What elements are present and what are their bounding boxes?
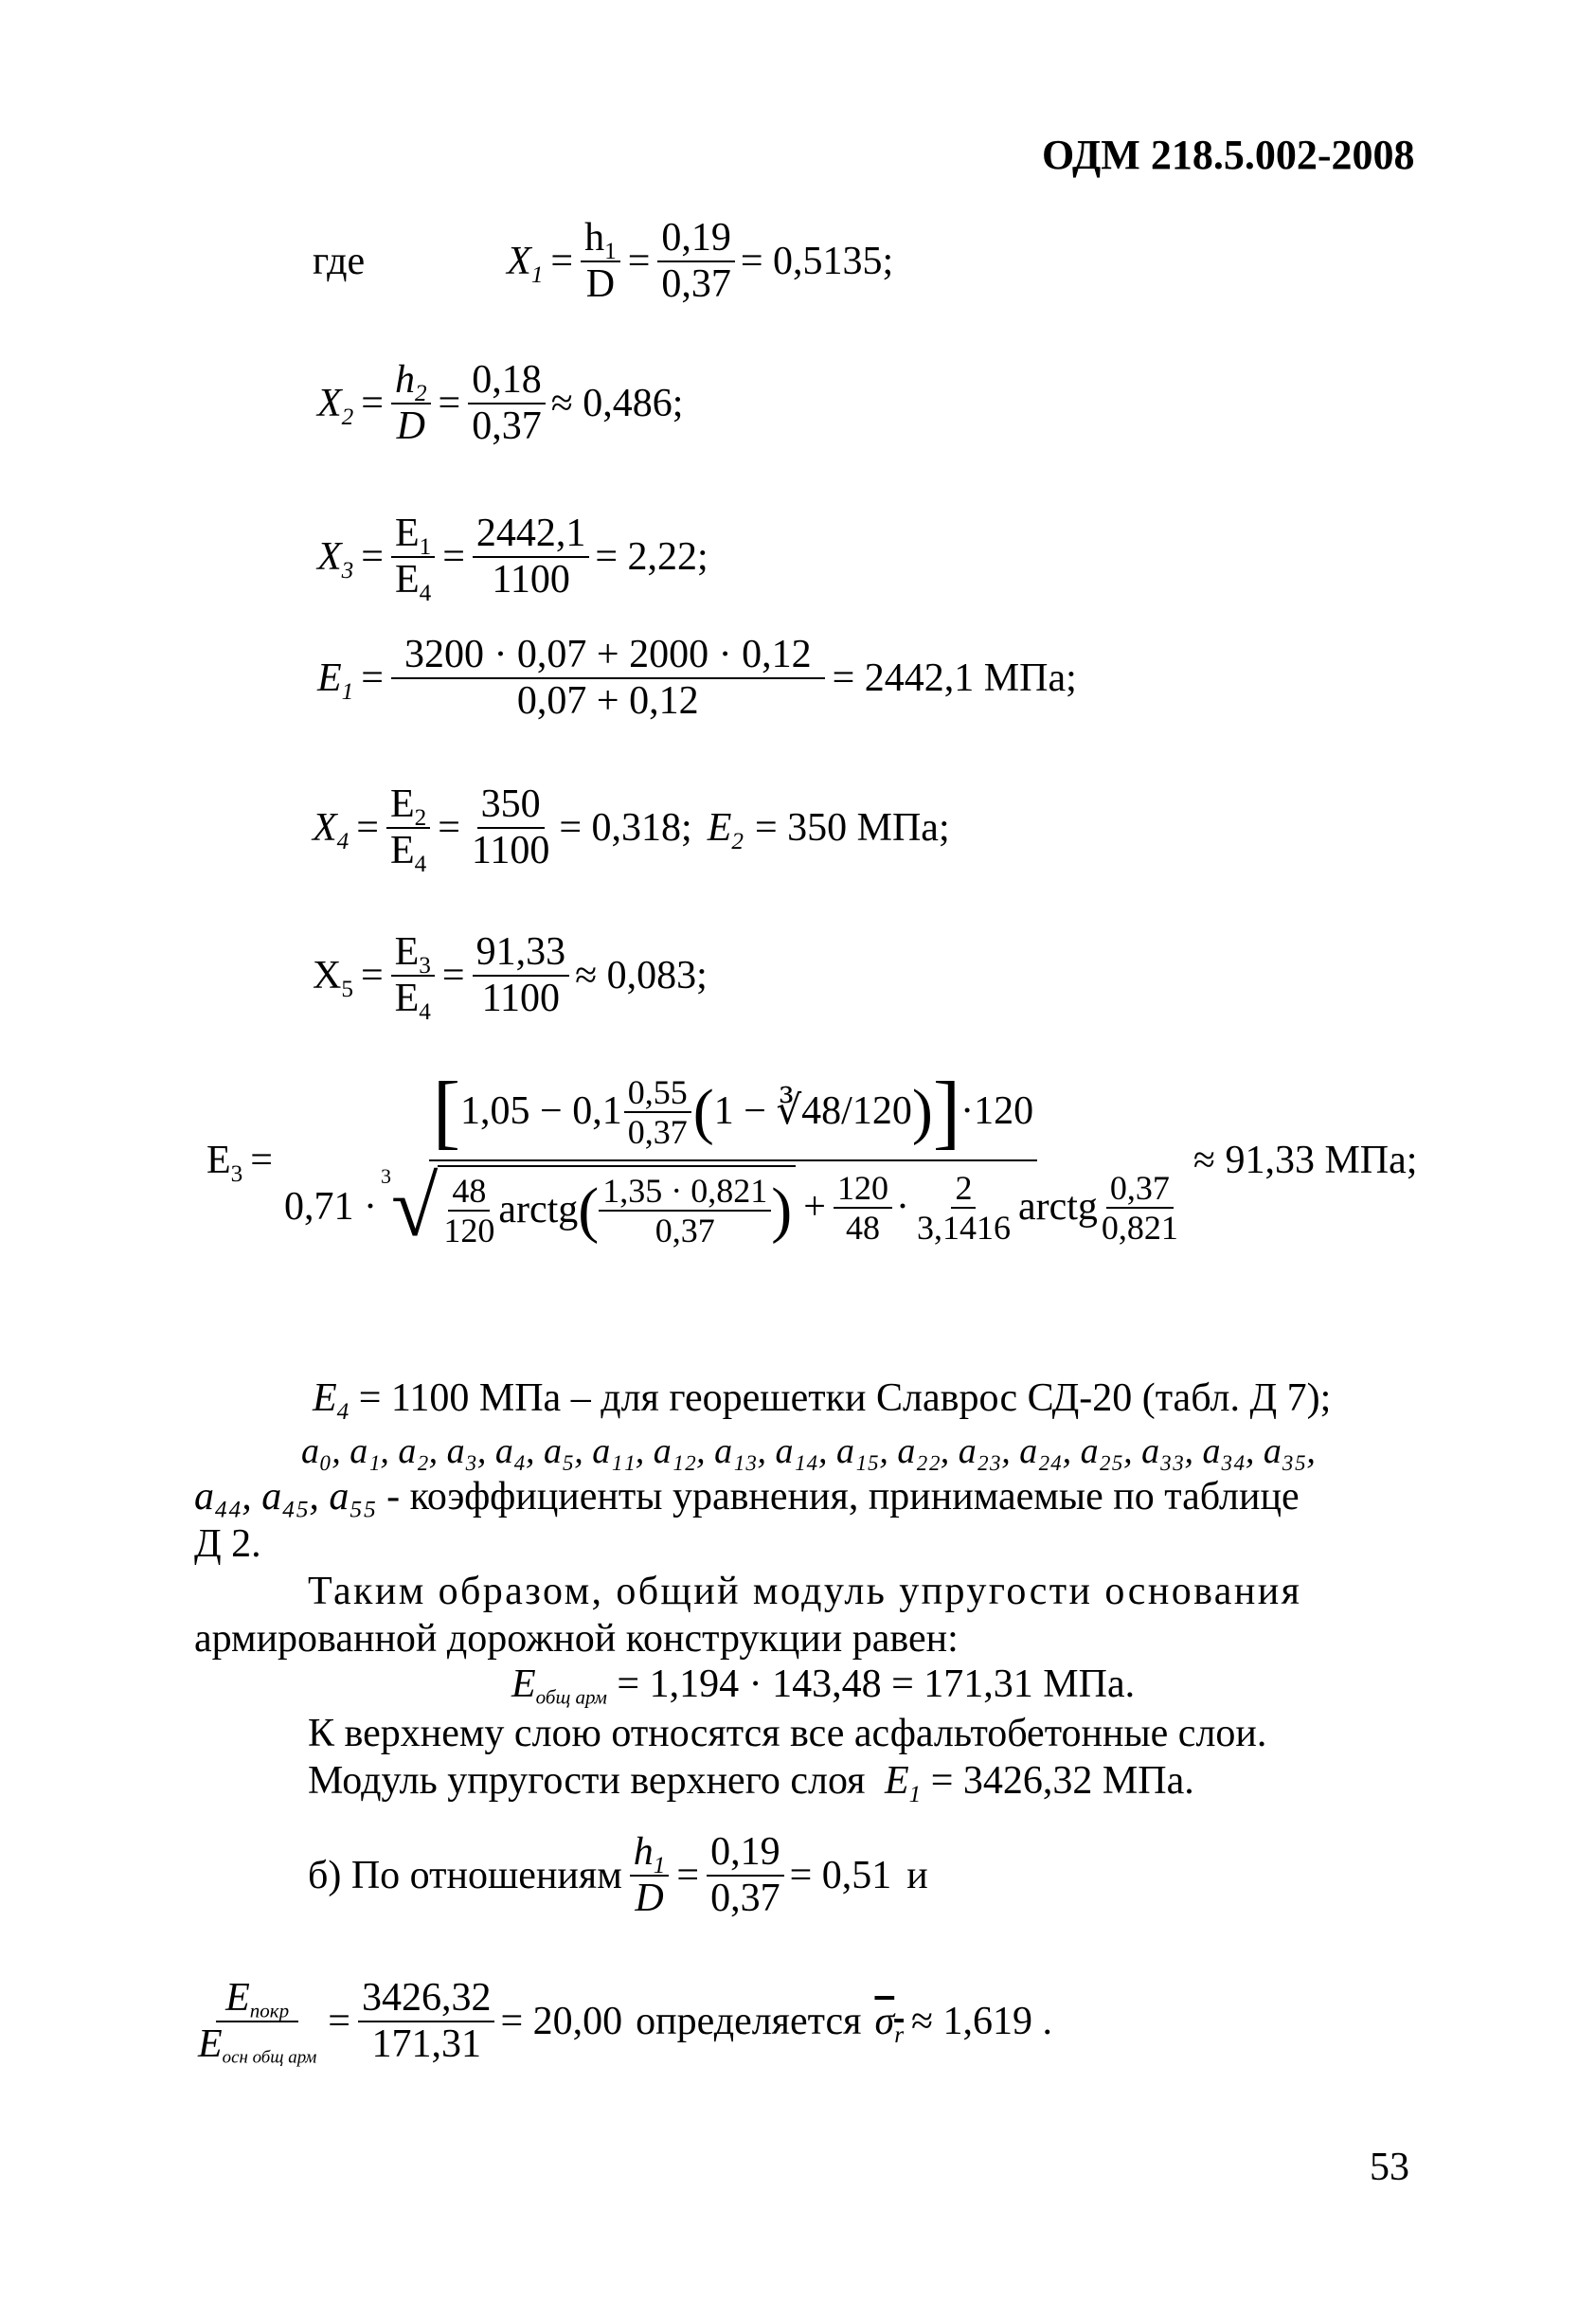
x2-result: ≈ 0,486; <box>550 382 684 426</box>
fraction: $\frac{1,35 \cdot 0,821}{0,37}$ <box>599 1172 771 1250</box>
e3-numerator: [ 1,05 − 0,1 $\frac{0,55}{0,37}$ ( 1 − ∛48/120 ) ] ·120 <box>429 1070 1037 1161</box>
e2-lhs: $E_2$ <box>707 806 744 854</box>
x3-lhs: $X_3$ <box>317 535 354 584</box>
formula-x3: $X_3$ = $\frac{E_1}{E_4}$ = $\frac{2442,1}{1100}$ = 2,22; <box>317 512 708 606</box>
formula-e1: $E_1$ = $\frac{3200 \cdot 0,07 + 2000 \cdot 0,12}{0,07 + 0,12}$ = 2442,1 МПа; <box>317 633 1077 724</box>
x2-lhs: $X_2$ <box>317 382 354 430</box>
fraction: $\frac{h_1}{D}$ <box>581 216 620 307</box>
paragraph-line-2: армированной дорожной конструкции равен: <box>194 1617 959 1661</box>
document-code: ОДМ 218.5.002-2008 <box>1042 132 1415 178</box>
fraction: $\frac{E_1}{E_4}$ <box>391 512 435 602</box>
x3-result: = 2,22; <box>595 535 708 580</box>
x1-lhs: $X_1$ <box>507 240 544 288</box>
fraction: $\frac{350}{1100}$ <box>471 782 550 873</box>
modulus-line: Модуль упругости верхнего слоя $E_1 = 3426,32$ МПа. <box>308 1759 1194 1807</box>
e2-value: = 350 МПа; <box>754 806 950 851</box>
x1-result: = 0,5135; <box>740 240 894 284</box>
fraction: $\frac{0,55}{0,37}$ <box>624 1073 691 1152</box>
fraction: $\frac{h_2}{D}$ <box>391 358 431 449</box>
coef-line-2: a₄₄, a₄₅, a₅₅ - коэффициенты уравнения, принимаемые по таблице <box>194 1475 1300 1518</box>
e4-line: $E_4 = 1100$ МПа – для георешетки Славрос СД-20 (табл. Д 7); <box>313 1376 1332 1425</box>
modulus-lhs: $E_1$ <box>885 1759 922 1807</box>
final-ratio-formula: $\frac{E_{покр}}{E_{осн общ арм}}$ = $\frac{3426,32}{171,31}$ = 20,00 определяется $\sigma_r$ ≈ 1,619 . <box>194 1976 1052 2067</box>
coef-line-3: Д 2. <box>194 1522 261 1566</box>
fraction: $\frac{E_3}{E_4}$ <box>391 930 435 1021</box>
e1-lhs: $E_1$ <box>317 656 354 705</box>
fraction: $\frac{2}{3,1416}$ <box>916 1168 1011 1247</box>
x4-lhs: $X_4$ <box>313 806 350 854</box>
top-layer-line: К верхнему слою относятся все асфальтобетонные слои. <box>308 1712 1267 1755</box>
fraction: $\frac{h_1}{D}$ <box>630 1830 670 1921</box>
fraction: $\frac{3426,32}{171,31}$ <box>358 1976 495 2067</box>
formula-x4: $X_4$ = $\frac{E_2}{E_4}$ = $\frac{350}{1100}$ = 0,318; $E_2$ = 350 МПа; <box>313 782 950 877</box>
eobsh-lhs: $E_{общ арм}$ <box>511 1662 607 1709</box>
coef-vars: a₄₄, a₄₅, a₅₅ <box>194 1475 377 1518</box>
fraction: $\frac{120}{48}$ <box>834 1169 892 1248</box>
cube-root: 3 √ $\frac{48}{120}$ arctg ( $\frac{1,35 \cdot 0,821}{0,37}$ ) <box>381 1165 796 1250</box>
x5-result: ≈ 0,083; <box>575 954 708 998</box>
e3-main-fraction <box>280 1066 1186 1254</box>
page-number: 53 <box>1370 2146 1409 2189</box>
fraction: $\frac{91,33}{1100}$ <box>473 930 570 1021</box>
sigma-symbol: $\sigma_r$ <box>874 2000 904 2048</box>
formula-x5: $X_5$ = $\frac{E_3}{E_4}$ = $\frac{91,33}{1100}$ ≈ 0,083; <box>313 930 708 1025</box>
e4-lhs: $E_4$ <box>313 1376 350 1425</box>
e3-denominator: 0,71 · 3 √ $\frac{48}{120}$ arctg ( $\frac{1,35 \cdot 0,821}{0,37}$ ) + $\frac{120}{48}$ · $\frac{2}{3,1416}$ arctg $\frac{0,37}{0,821}$ <box>280 1161 1186 1250</box>
e3-result: ≈ 91,33 МПа; <box>1193 1139 1418 1182</box>
e3-lhs: $E_3$ <box>206 1139 243 1187</box>
e-obsh-formula: $E_{общ арм} = 1,194 \cdot 143,48 = 171,31$ МПа. <box>511 1662 1136 1709</box>
formula-e3: $E_3$ = [ 1,05 − 0,1 $\frac{0,55}{0,37}$ ( 1 − ∛48/120 ) ] ·120 0,71 · 3 √ $\frac{48}{120}$ arctg ( $\frac{1,35 \cdot 0,821}{0,37}$ ) + $\frac{120}{48}$ · $\frac{2}{3,1416}$ arctg $\frac{0,37}{0,821}$ ≈ 91,33 МПа; <box>206 1066 1418 1254</box>
fraction: $\frac{2442,1}{1100}$ <box>473 512 590 602</box>
x5-lhs: $X_5$ <box>313 954 353 1002</box>
intro-word: где <box>313 240 366 284</box>
coef-line-1: a₀, a₁, a₂, a₃, a₄, a₅, a₁₁, a₁₂, a₁₃, a₁₄, a₁₅, a₂₂, a₂₃, a₂₄, a₂₅, a₃₃, a₃₄, a₃₅, <box>301 1431 1316 1471</box>
fraction: $\frac{48}{120}$ <box>443 1171 495 1249</box>
fraction: $\frac{0,18}{0,37}$ <box>468 358 546 449</box>
fraction: $\frac{0,37}{0,821}$ <box>1101 1168 1178 1247</box>
e1-result: = 2442,1 МПа; <box>832 656 1077 701</box>
fraction: $\frac{E_2}{E_4}$ <box>386 782 430 873</box>
ratio-line: б) По отношениям $\frac{h_1}{D}$ = $\frac{0,19}{0,37}$ = 0,51 и <box>308 1830 928 1921</box>
formula-x2: $X_2$ = $\frac{h_2}{D}$ = $\frac{0,18}{0,37}$ ≈ 0,486; <box>317 358 684 449</box>
formula-x1: где $X_1$ = $\frac{h_1}{D}$ = $\frac{0,19}{0,37}$ = 0,5135; <box>313 216 894 307</box>
fraction: $\frac{0,19}{0,37}$ <box>707 1830 784 1921</box>
x4-result: = 0,318; <box>559 806 692 851</box>
fraction: $\frac{3200 \cdot 0,07 + 2000 \cdot 0,12}{0,07 + 0,12}$ <box>391 633 825 724</box>
fraction: $\frac{E_{покр}}{E_{осн общ арм}}$ <box>198 1976 317 2068</box>
fraction: $\frac{0,19}{0,37}$ <box>657 216 735 307</box>
paragraph-line-1: Таким образом, общий модуль упругости основания <box>308 1570 1302 1613</box>
